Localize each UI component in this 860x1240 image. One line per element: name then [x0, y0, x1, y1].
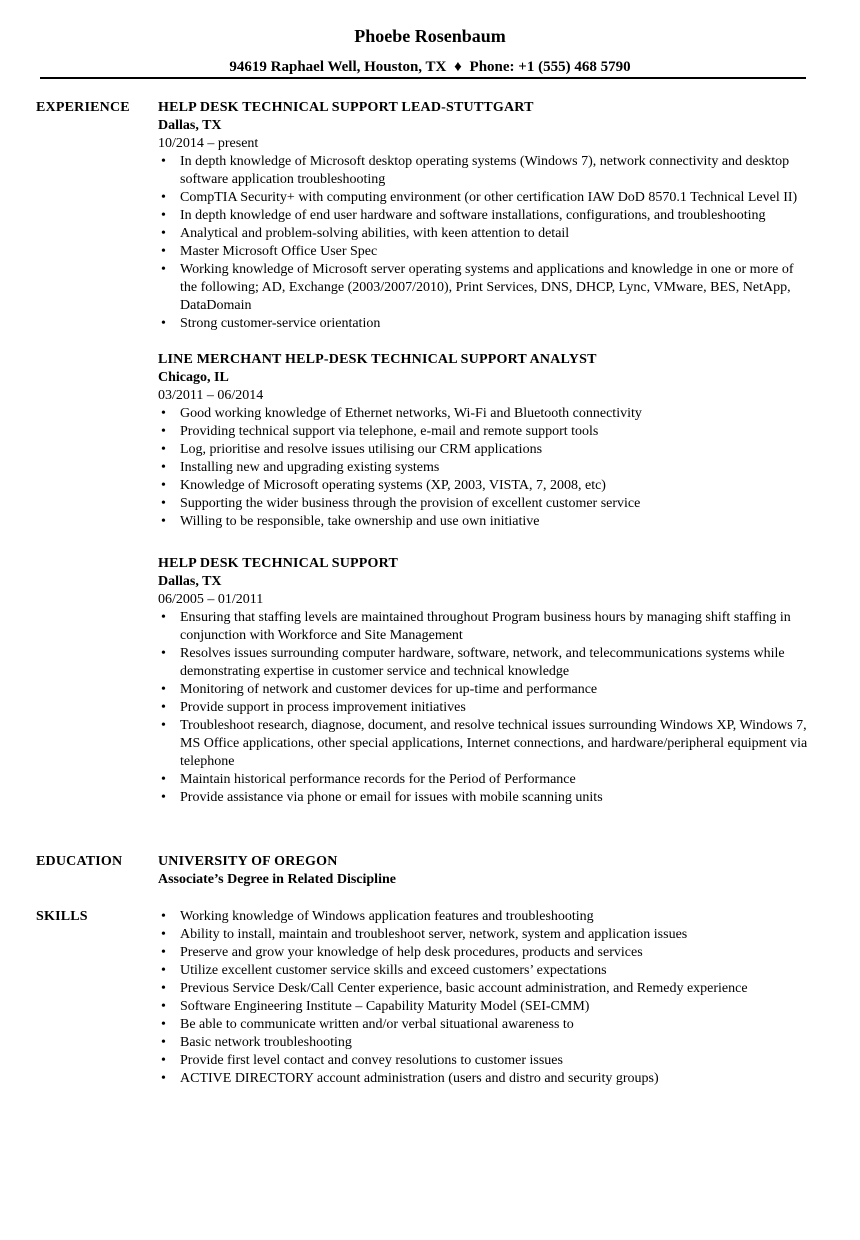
experience-heading: EXPERIENCE: [36, 100, 130, 115]
job-bullets: [158, 405, 808, 531]
list-item: • Installing new and upgrading existing systems: [158, 459, 808, 477]
list-item: • Provide assistance via phone or email for issues with mobile scanning units: [158, 789, 808, 807]
job-dates: 03/2011 – 06/2014: [158, 388, 264, 403]
skills-heading: SKILLS: [36, 909, 88, 924]
job-entry: [158, 351, 808, 531]
job-title: LINE MERCHANT HELP-DESK TECHNICAL SUPPORT ANALYST: [158, 352, 597, 367]
list-item: • Ensuring that staffing levels are maintained throughout Program business hours by managing shift staffing in conjunction with Workforce and Site Management: [158, 609, 808, 645]
list-item: • Be able to communicate written and/or verbal situational awareness to: [158, 1016, 808, 1034]
education-heading: EDUCATION: [36, 854, 123, 869]
list-item: • Maintain historical performance records for the Period of Performance: [158, 771, 808, 789]
school-name: UNIVERSITY OF OREGON: [158, 854, 338, 869]
list-item: • Strong customer-service orientation: [158, 315, 808, 333]
list-item: • Basic network troubleshooting: [158, 1034, 808, 1052]
job-location: Dallas, TX: [158, 574, 222, 589]
list-item: • Preserve and grow your knowledge of help desk procedures, products and services: [158, 944, 808, 962]
candidate-name: Phoebe Rosenbaum: [354, 26, 506, 46]
job-bullets: [158, 153, 808, 333]
phone: Phone: +1 (555) 468 5790: [469, 59, 631, 75]
job-location: Chicago, IL: [158, 370, 229, 385]
education-body: [158, 853, 808, 889]
job-bullets: [158, 609, 808, 807]
skills-body: [158, 908, 808, 1088]
list-item: • Supporting the wider business through the provision of excellent customer service: [158, 495, 808, 513]
list-item: • Analytical and problem-solving abilities, with keen attention to detail: [158, 225, 808, 243]
diamond-separator-icon: ♦: [454, 59, 462, 75]
list-item: • Monitoring of network and customer devices for up-time and performance: [158, 681, 808, 699]
list-item: • Log, prioritise and resolve issues utilising our CRM applications: [158, 441, 808, 459]
list-item: • Ability to install, maintain and troubleshoot server, network, system and application issues: [158, 926, 808, 944]
list-item: • Software Engineering Institute – Capability Maturity Model (SEI-CMM): [158, 998, 808, 1016]
list-item: • Provide support in process improvement initiatives: [158, 699, 808, 717]
job-dates: 10/2014 – present: [158, 136, 259, 151]
contact-line: [0, 58, 860, 77]
degree: Associate’s Degree in Related Discipline: [158, 872, 396, 887]
job-title: HELP DESK TECHNICAL SUPPORT LEAD-STUTTGART: [158, 100, 534, 115]
list-item: • Master Microsoft Office User Spec: [158, 243, 808, 261]
job-dates: 06/2005 – 01/2011: [158, 592, 264, 607]
list-item: • Working knowledge of Microsoft server operating systems and applications and knowledge in one or more of the following; AD, Exchange (2003/2007/2010), Print Services, DNS, DHCP, Lync, VMware, BES, NetApp, DataDomain: [158, 261, 808, 315]
list-item: • Previous Service Desk/Call Center experience, basic account administration, and Remedy experience: [158, 980, 808, 998]
list-item: • In depth knowledge of end user hardware and software installations, configurations, and troubleshooting: [158, 207, 808, 225]
list-item: • Willing to be responsible, take ownership and use own initiative: [158, 513, 808, 531]
list-item: • Knowledge of Microsoft operating systems (XP, 2003, VISTA, 7, 2008, etc): [158, 477, 808, 495]
job-location: Dallas, TX: [158, 118, 222, 133]
experience-body: [158, 99, 808, 807]
job-entry: [158, 99, 808, 333]
list-item: • Providing technical support via telephone, e-mail and remote support tools: [158, 423, 808, 441]
list-item: • Utilize excellent customer service skills and exceed customers’ expectations: [158, 962, 808, 980]
job-title: HELP DESK TECHNICAL SUPPORT: [158, 556, 398, 571]
list-item: • Provide first level contact and convey resolutions to customer issues: [158, 1052, 808, 1070]
list-item: • Troubleshoot research, diagnose, document, and resolve technical issues surrounding Windows XP, Windows 7, MS Office applications, other special applications, Internet connections, and hardware/peripheral equipment via telephone: [158, 717, 808, 771]
list-item: • Working knowledge of Windows application features and troubleshooting: [158, 908, 808, 926]
list-item: • In depth knowledge of Microsoft desktop operating systems (Windows 7), network connectivity and desktop software application troubleshooting: [158, 153, 808, 189]
list-item: • Resolves issues surrounding computer hardware, software, network, and telecommunications systems while demonstrating expertise in customer service and technical knowledge: [158, 645, 808, 681]
address: 94619 Raphael Well, Houston, TX: [229, 59, 447, 75]
list-item: • CompTIA Security+ with computing environment (or other certification IAW DoD 8570.1 Technical Level II): [158, 189, 808, 207]
list-item: • Good working knowledge of Ethernet networks, Wi-Fi and Bluetooth connectivity: [158, 405, 808, 423]
skills-list: [158, 908, 808, 1088]
list-item: • ACTIVE DIRECTORY account administration (users and distro and security groups): [158, 1070, 808, 1088]
header-divider: [40, 77, 806, 79]
job-entry: [158, 555, 808, 807]
